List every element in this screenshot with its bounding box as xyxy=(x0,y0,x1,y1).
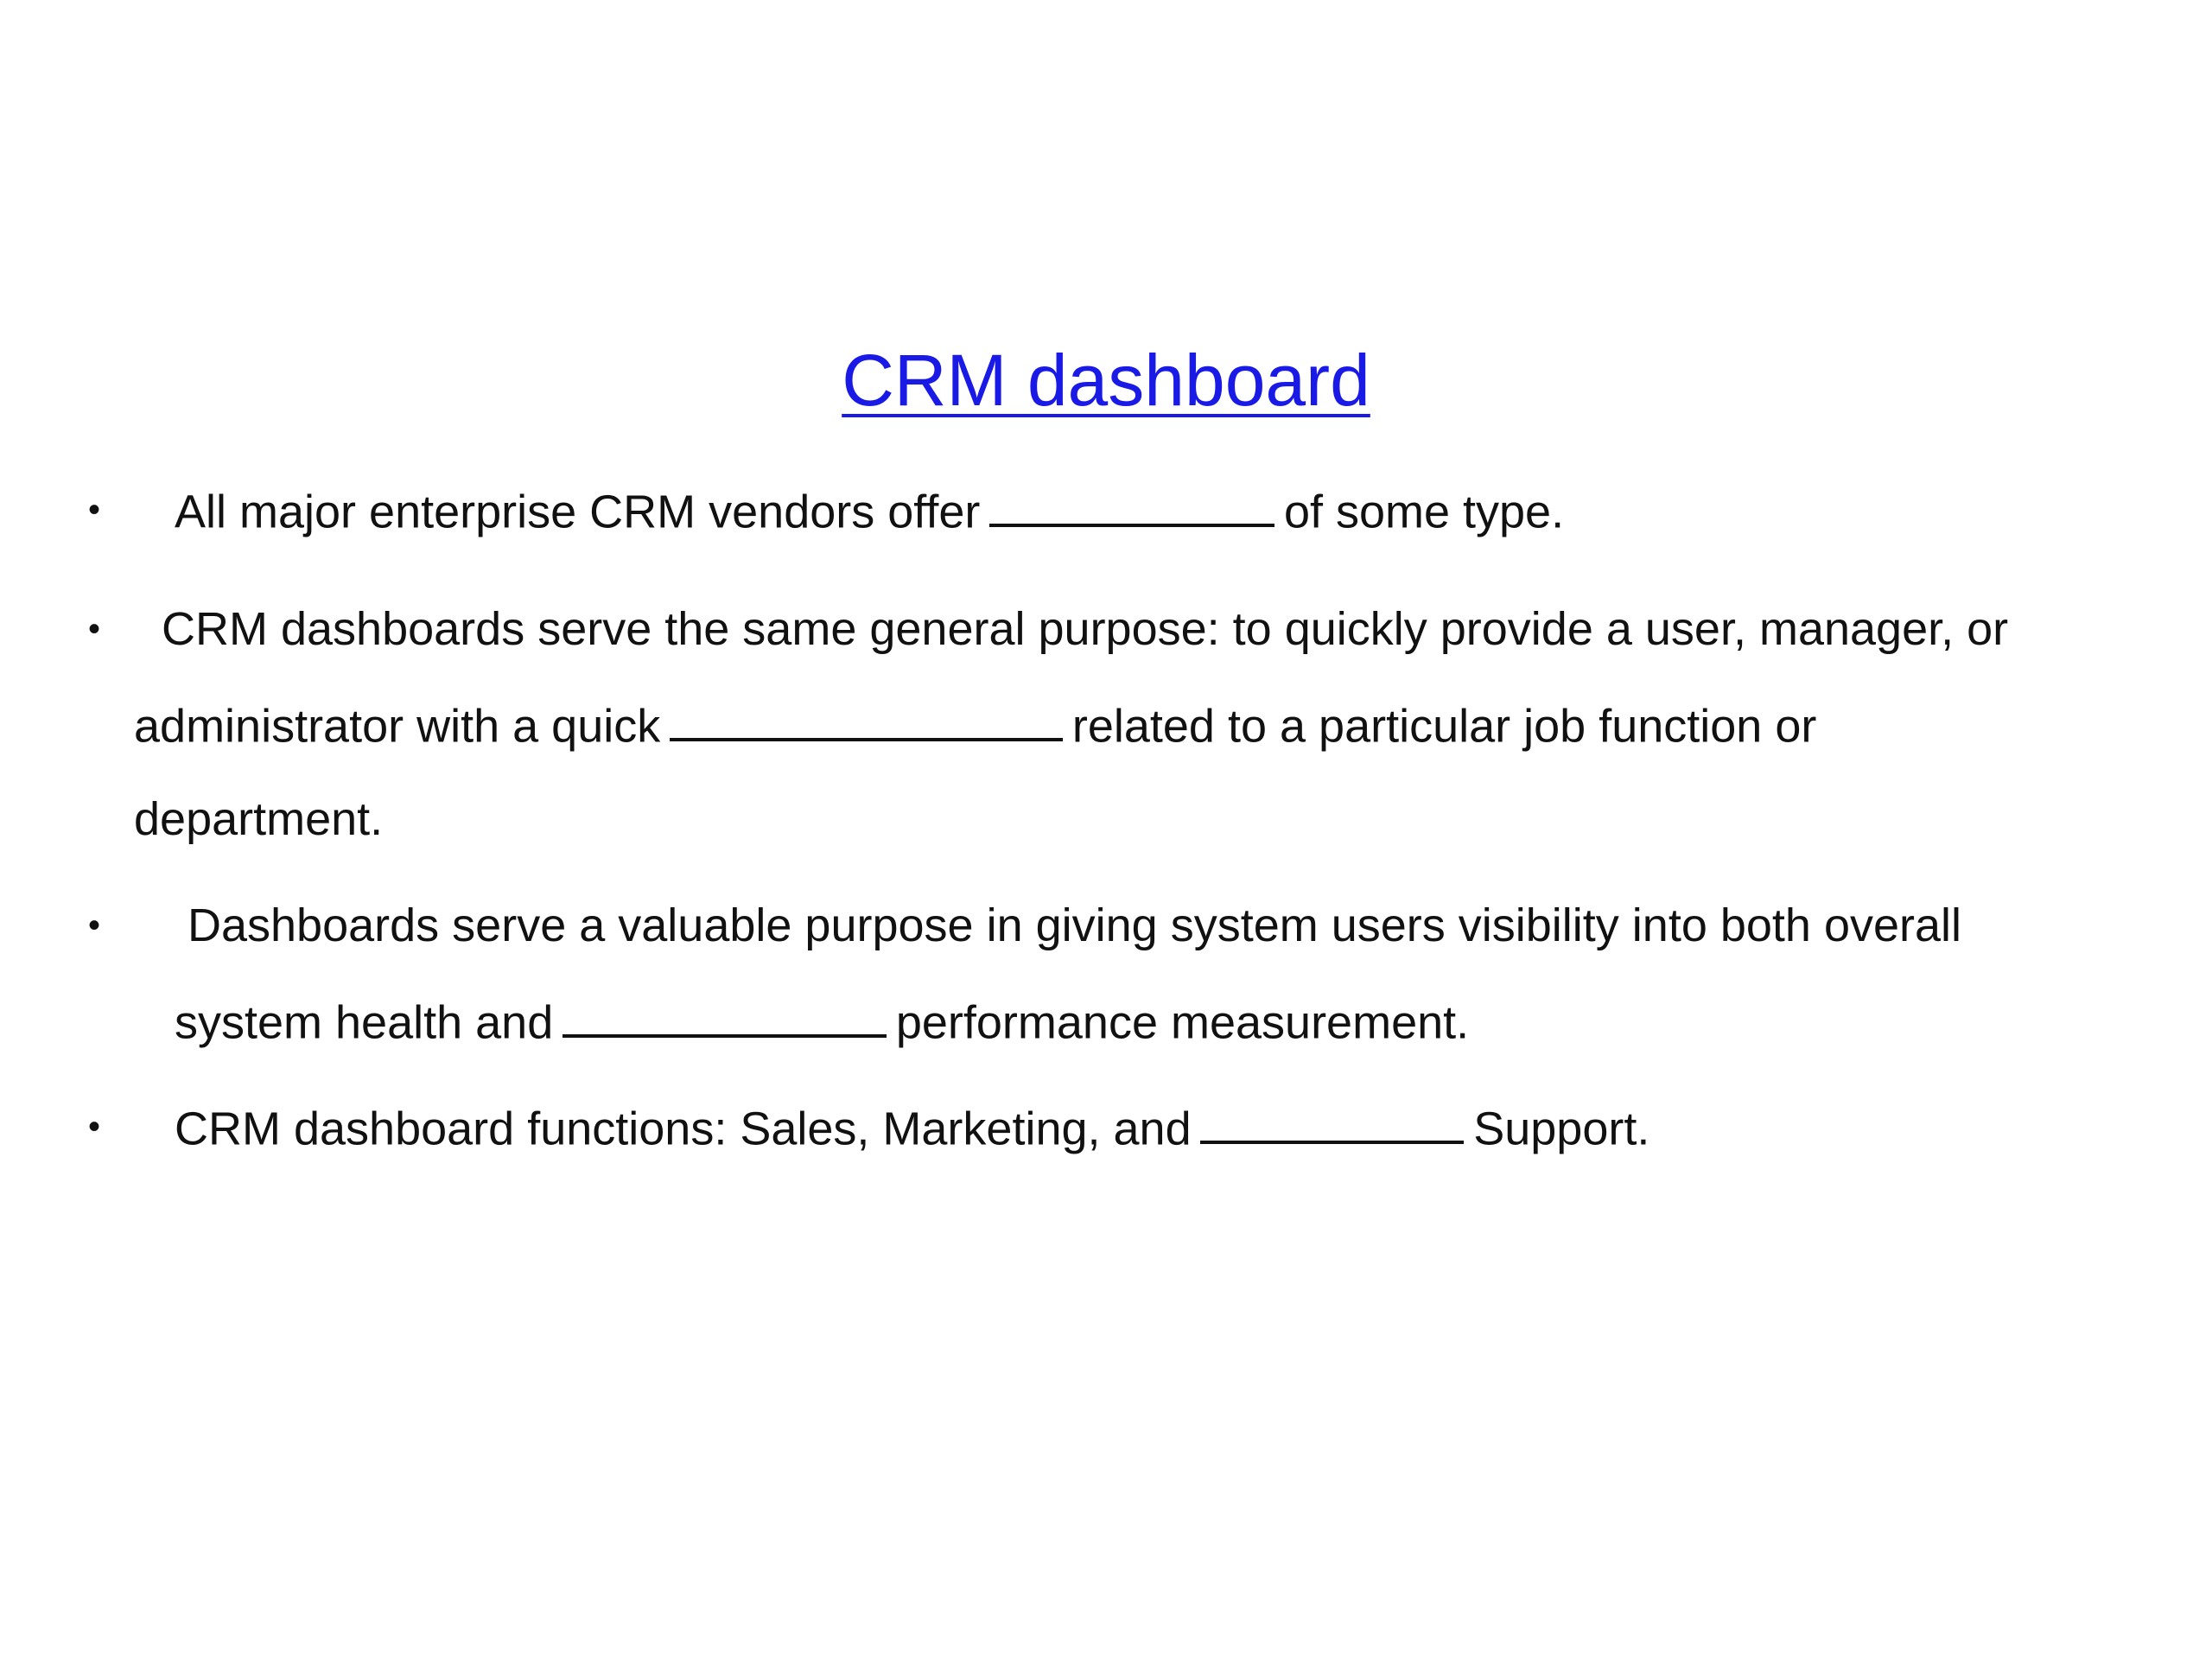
bullet-3-text-after: performance measurement. xyxy=(895,996,1470,1049)
bullet-2-line-2 xyxy=(134,694,1816,756)
bullet-dot-2: • xyxy=(88,610,101,648)
fill-in-blank-3 xyxy=(563,990,887,1038)
bullet-1-text-after: of some type. xyxy=(1283,486,1565,538)
bullet-2-line-1: CRM dashboards serve the same general purpose: to quickly provide a user, manager, or xyxy=(162,603,2009,655)
bullet-4-line-1 xyxy=(175,1096,1649,1159)
bullet-1-line-1 xyxy=(175,480,1564,542)
fill-in-blank-2 xyxy=(670,694,1063,741)
bullet-4-text-after: Support. xyxy=(1473,1103,1650,1155)
bullet-4-text-before: CRM dashboard functions: Sales, Marketing, and xyxy=(175,1103,1192,1155)
bullet-dot-3: • xyxy=(88,906,101,944)
bullet-3-text-before: system health and xyxy=(175,996,554,1049)
fill-in-blank-4 xyxy=(1200,1096,1464,1144)
bullet-3-line-1: Dashboards serve a valuable purpose in giving system users visibility into both overall xyxy=(188,899,1962,951)
fill-in-blank-1 xyxy=(989,480,1274,527)
bullet-2-text-before: administrator with a quick xyxy=(134,700,661,753)
slide-title-link[interactable]: CRM dashboard xyxy=(842,340,1370,421)
bullet-2-text-after: related to a particular job function or xyxy=(1071,700,1817,753)
bullet-1-text-before: All major enterprise CRM vendors offer xyxy=(175,486,981,538)
bullet-dot-1: • xyxy=(88,491,101,529)
bullet-2-line-3: department. xyxy=(134,793,384,845)
bullet-3-line-2 xyxy=(175,990,1469,1052)
bullet-dot-4: • xyxy=(88,1108,101,1146)
